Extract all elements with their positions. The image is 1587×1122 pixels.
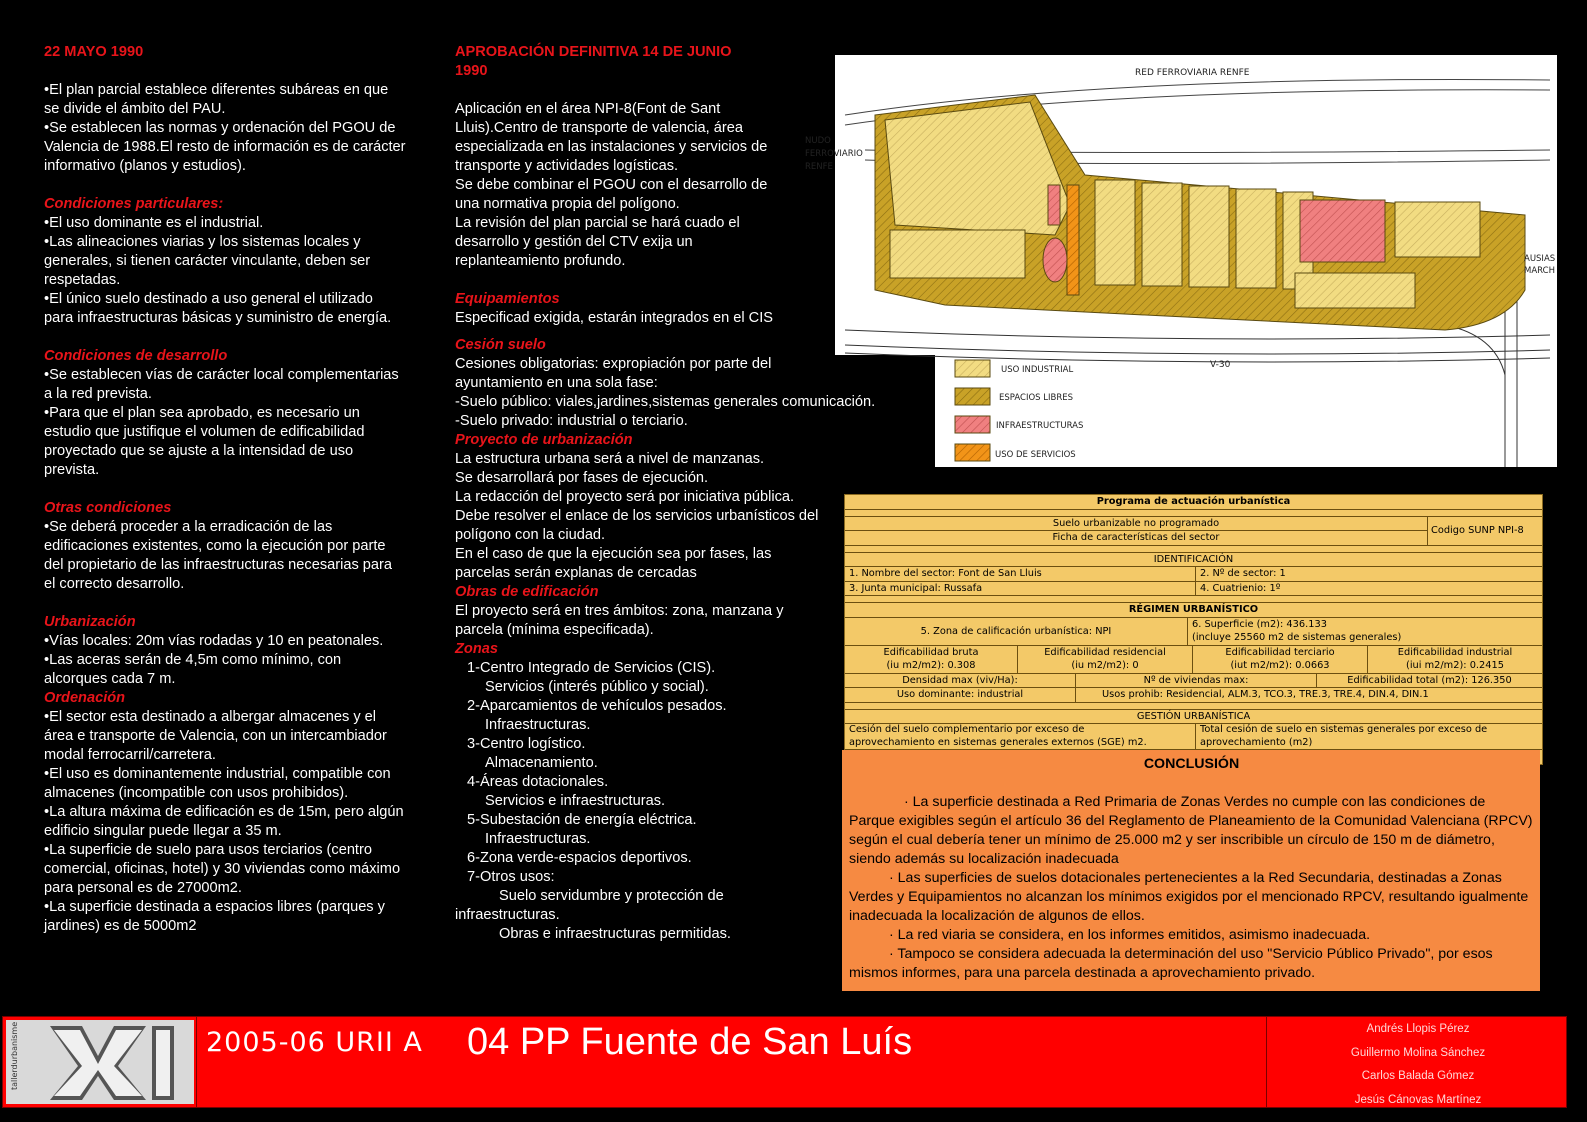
- field-cell: 1. Nombre del sector: Font de San Lluis: [845, 567, 1196, 581]
- zone-item: 6-Zona verde-espacios deportivos.: [467, 850, 692, 866]
- infrastructure-zone: [1300, 200, 1385, 262]
- site-plan-map: [805, 55, 1557, 467]
- field-cell: Edificabilidad industrial: [1397, 646, 1513, 658]
- paragraph: •El uso es dominantemente industrial, compatible con almacenes (incompatible con usos prohibidos).: [44, 766, 391, 801]
- conclusion-box: [842, 750, 1540, 991]
- zone-item: Servicios e infraestructuras.: [485, 793, 666, 809]
- field-cell: 3. Junta municipal: Russafa: [845, 582, 1196, 596]
- field-cell: Nº de viviendas max:: [1076, 674, 1317, 688]
- section-heading: Ordenación: [44, 690, 126, 706]
- conclusion-paragraph: · La superficie destinada a Red Primaria de Zonas Verdes no cumple con las condiciones de Parque exigibles según el artículo 36 del Reglamento de Planeamiento de la Comunidad Valenciana (RPCV) según el cual debería tener un mínimo de 25.000 m2 y ser inscribible un círculo de 150 m de diámetro, siendo además su localización inadecuada: [849, 794, 1533, 867]
- author-name: Carlos Balada Gómez: [1361, 1070, 1475, 1082]
- field-cell: Total cesión de suelo en sistemas generales por exceso de: [1200, 724, 1488, 735]
- zone-item: 5-Subestación de energía eléctrica.: [467, 812, 697, 828]
- ausias-label: AUSIAS: [1524, 254, 1556, 264]
- paragraph: En el caso de que la ejecución sea por fases, las parcelas serán explanas de cercadas: [455, 546, 772, 581]
- section-heading: Condiciones de desarrollo: [44, 348, 228, 364]
- paragraph: La estructura urbana será a nivel de manzanas.: [455, 451, 765, 467]
- legend-swatch-services: [955, 444, 990, 461]
- legend-swatch-industrial: [955, 360, 990, 377]
- paragraph: -Suelo público: viales,jardines,sistemas generales comunicación.: [455, 394, 876, 410]
- section-heading: Condiciones particulares:: [44, 196, 224, 212]
- industrial-block: [1295, 273, 1415, 308]
- section-heading: Zonas: [455, 641, 498, 657]
- paragraph: •Para que el plan sea aprobado, es necesario un estudio que justifique el volumen de edificabilidad proyectado que se ajuste a la intensidad de uso prevista.: [44, 405, 365, 478]
- field-cell: Usos prohib: Residencial, ALM.3, TCO.3, TRE.3, TRE.4, DIN.4, DIN.1: [1102, 689, 1429, 700]
- legend-swatch-infrastructure: [955, 416, 990, 433]
- paragraph: Se desarrollará por fases de ejecución.: [455, 470, 709, 486]
- industrial-block: [1095, 180, 1135, 285]
- zone-item: Suelo servidumbre y protección de infraestructuras.: [455, 888, 724, 923]
- date-heading: 22 MAYO 1990: [44, 44, 144, 60]
- author-name: Guillermo Molina Sánchez: [1350, 1046, 1486, 1059]
- paragraph: •Las aceras serán de 4,5m como mínimo, con alcorques cada 7 m.: [44, 652, 342, 687]
- paragraph: •La superficie destinada a espacios libres (parques y jardines) es de 5000m2: [44, 899, 385, 934]
- field-cell: Edificabilidad total (m2): 126.350: [1347, 674, 1512, 686]
- field-cell: Cesión del suelo complementario por exceso de: [849, 724, 1085, 735]
- authors-list: [1271, 1018, 1565, 1112]
- zone-item: 1-Centro Integrado de Servicios (CIS).: [467, 660, 716, 676]
- paragraph: •Las alineaciones viarias y los sistemas locales y generales, si tienen carácter vinculante, deben ser respetadas.: [44, 234, 371, 288]
- paragraph: •El único suelo destinado a uso general el utilizado para infraestructuras básicas y suministro de energía.: [44, 291, 392, 326]
- legend-label: ESPACIOS LIBRES: [999, 393, 1073, 403]
- industrial-block: [1236, 189, 1276, 288]
- field-cell: (iut m2/m2): 0.0663: [1230, 660, 1330, 671]
- conclusion-paragraph: · Tampoco se considera adecuada la determinación del uso "Servicio Público Privado", por esos mismos informes, para una parcela destinada a aprovechamiento privado.: [849, 946, 1493, 981]
- node-label: RENFE: [805, 162, 833, 172]
- field-cell: Edificabilidad bruta: [883, 646, 979, 658]
- zone-item: 3-Centro logístico.: [467, 736, 586, 752]
- paragraph: Aplicación en el área NPI-8(Font de Sant Lluis).Centro de transporte de valencia, área especializada en las instalaciones y servicios de transporte y actividades logísticas.: [455, 101, 768, 174]
- footer-bar: [2, 1016, 1567, 1108]
- field-cell: 5. Zona de calificación urbanística: NPI: [845, 618, 1188, 645]
- industrial-block: [1395, 202, 1480, 257]
- zone-item: Servicios (interés público y social).: [485, 679, 709, 695]
- zone-item: Infraestructuras.: [485, 831, 591, 847]
- industrial-block: [1189, 186, 1229, 287]
- paragraph: •Se establecen vías de carácter local complementarias a la red prevista.: [44, 367, 399, 402]
- conclusion-paragraph: · La red viaria se considera, en los informes emitidos, asimismo inadecuada.: [889, 927, 1371, 943]
- field-cell: Edificabilidad terciario: [1225, 646, 1335, 658]
- paragraph: Cesiones obligatorias: expropiación por parte del ayuntamiento en una sola fase:: [455, 356, 772, 391]
- field-cell: (iu m2/m2): 0.308: [886, 660, 976, 671]
- sector-code: Codigo SUNP NPI-8: [1431, 524, 1524, 536]
- field-cell: 4. Cuatrienio: 1º: [1200, 582, 1281, 594]
- paragraph: Debe resolver el enlace de los servicios urbanísticos del polígono con la ciudad.: [455, 508, 819, 543]
- rail-label: RED FERROVIARIA RENFE: [1135, 68, 1250, 78]
- ausias-label: MARCH: [1524, 266, 1555, 276]
- services-zone: [1067, 185, 1079, 295]
- section-heading: Cesión suelo: [455, 337, 546, 353]
- field-cell: (iui m2/m2): 0.2415: [1406, 660, 1504, 671]
- industrial-block: [1142, 183, 1182, 286]
- section-heading: Obras de edificación: [455, 584, 599, 600]
- paragraph: Especificad exigida, estarán integrados en el CIS: [455, 310, 774, 326]
- paragraph: -Suelo privado: industrial o terciario.: [455, 413, 688, 429]
- course-label: 2005-06 URII A: [206, 1027, 423, 1058]
- zone-item: Obras e infraestructuras permitidas.: [499, 926, 731, 942]
- field-cell: aprovechamiento en sistemas generales externos (SGE) m2.: [849, 736, 1147, 748]
- paragraph: •Se establecen las normas y ordenación del PGOU de Valencia de 1988.El resto de información es de carácter informativo (planos y estudios).: [44, 120, 406, 174]
- section-title: RÉGIMEN URBANÍSTICO: [1128, 604, 1259, 615]
- paragraph: •El plan parcial establece diferentes subáreas en que se divide el ámbito del PAU.: [44, 82, 389, 117]
- paragraph: •La altura máxima de edificación es de 15m, pero algún edificio singular puede llegar a 35 m.: [44, 804, 404, 839]
- approval-heading: APROBACIÓN DEFINITIVA 14 DE JUNIO 1990: [455, 44, 732, 79]
- paragraph: La redacción del proyecto será por iniciativa pública.: [455, 489, 795, 505]
- field-cell: Uso dominante: industrial: [845, 688, 1076, 702]
- section-heading: Proyecto de urbanización: [455, 432, 633, 448]
- zone-item: Almacenamiento.: [485, 755, 598, 771]
- author-name: Jesús Cánovas Martínez: [1354, 1093, 1482, 1106]
- field-cell: (incluye 25560 m2 de sistemas generales): [1192, 632, 1402, 643]
- zone-item: Infraestructuras.: [485, 717, 591, 733]
- node-label: FERROVIARIO: [805, 149, 863, 159]
- legend-label: USO INDUSTRIAL: [1001, 365, 1074, 375]
- section-title: IDENTIFICACIÓN: [1153, 553, 1234, 565]
- section-title: GESTIÓN URBANÍSTICA: [1136, 710, 1251, 722]
- section-heading: Urbanización: [44, 614, 136, 630]
- section-heading: Equipamientos: [455, 291, 560, 307]
- legend-label: USO DE SERVICIOS: [995, 450, 1076, 460]
- node-label: NUDO: [805, 136, 831, 146]
- conclusion-title: CONCLUSIÓN: [1143, 756, 1240, 772]
- industrial-block: [890, 230, 1025, 278]
- conclusion-paragraph: · Las superficies de suelos dotacionales pertenecientes a la Red Secundaria, destinadas a Zonas Verdes y Equipamientos no alcanzan los mínimos exigidos por el mencionado RPCV, resultando igualmente inadecuada la localización de algunos de ellos.: [849, 870, 1529, 924]
- paragraph: •El sector esta destinado a albergar almacenes y el área e transporte de Valencia, con un intercambiador modal ferrocarril/carretera.: [44, 709, 387, 763]
- paragraph: La revisión del plan parcial se hará cuado el desarrollo y gestión del CTV exija un replanteamiento profundo.: [455, 215, 740, 269]
- legend-swatch-open-space: [955, 388, 990, 405]
- paragraph: •Se deberá proceder a la erradicación de las edificaciones existentes, como la ejecución por parte del propietario de las infraestructuras necesarias para el correcto desarrollo.: [44, 519, 393, 592]
- zones-list: [455, 659, 830, 944]
- zone-item: 7-Otros usos:: [467, 869, 555, 885]
- field-cell: 2. Nº de sector: 1: [1200, 568, 1286, 579]
- field-cell: (iu m2/m2): 0: [1071, 660, 1139, 671]
- infrastructure-zone: [1043, 238, 1067, 282]
- sheet-subtitle: Ficha de características del sector: [1052, 532, 1220, 543]
- sheet-title: Programa de actuación urbanística: [1096, 496, 1291, 507]
- column-left: [44, 43, 406, 936]
- author-name: Andrés Llopis Pérez: [1366, 1023, 1470, 1035]
- paragraph: •La superficie de suelo para usos terciarios (centro comercial, oficinas, hotel) y 30 viviendas como máximo para personal es de 27000m2.: [44, 842, 401, 896]
- infrastructure-zone: [1048, 185, 1060, 225]
- field-cell: 6. Superficie (m2): 436.133: [1192, 618, 1327, 630]
- zone-item: 4-Áreas dotacionales.: [467, 774, 609, 790]
- logo-text: tallerdurbanisme: [10, 1021, 19, 1090]
- paragraph: •Vías locales: 20m vías rodadas y 10 en peatonales.: [44, 633, 384, 649]
- paragraph: •El uso dominante es el industrial.: [44, 215, 264, 231]
- field-cell: Densidad max (viv/Ha):: [845, 674, 1076, 688]
- xi-logo-icon: [6, 1020, 194, 1104]
- project-title: 04 PP Fuente de San Luís: [467, 1021, 913, 1063]
- road-label: V-30: [1210, 360, 1231, 370]
- section-heading: Otras condiciones: [44, 500, 172, 516]
- sheet-subtitle: Suelo urbanizable no programado: [845, 517, 1427, 532]
- paragraph: El proyecto será en tres ámbitos: zona, manzana y parcela (mínima especificada).: [455, 603, 784, 638]
- field-cell: Edificabilidad residencial: [1044, 646, 1166, 658]
- sector-data-sheet: [844, 494, 1543, 765]
- field-cell: aprovechamiento (m2): [1200, 736, 1313, 748]
- zone-item: 2-Aparcamientos de vehículos pesados.: [467, 698, 727, 714]
- legend-label: INFRAESTRUCTURAS: [996, 421, 1084, 431]
- taller-urbanisme-logo: [6, 1020, 194, 1104]
- paragraph: Se debe combinar el PGOU con el desarrollo de una normativa propia del polígono.: [455, 177, 768, 212]
